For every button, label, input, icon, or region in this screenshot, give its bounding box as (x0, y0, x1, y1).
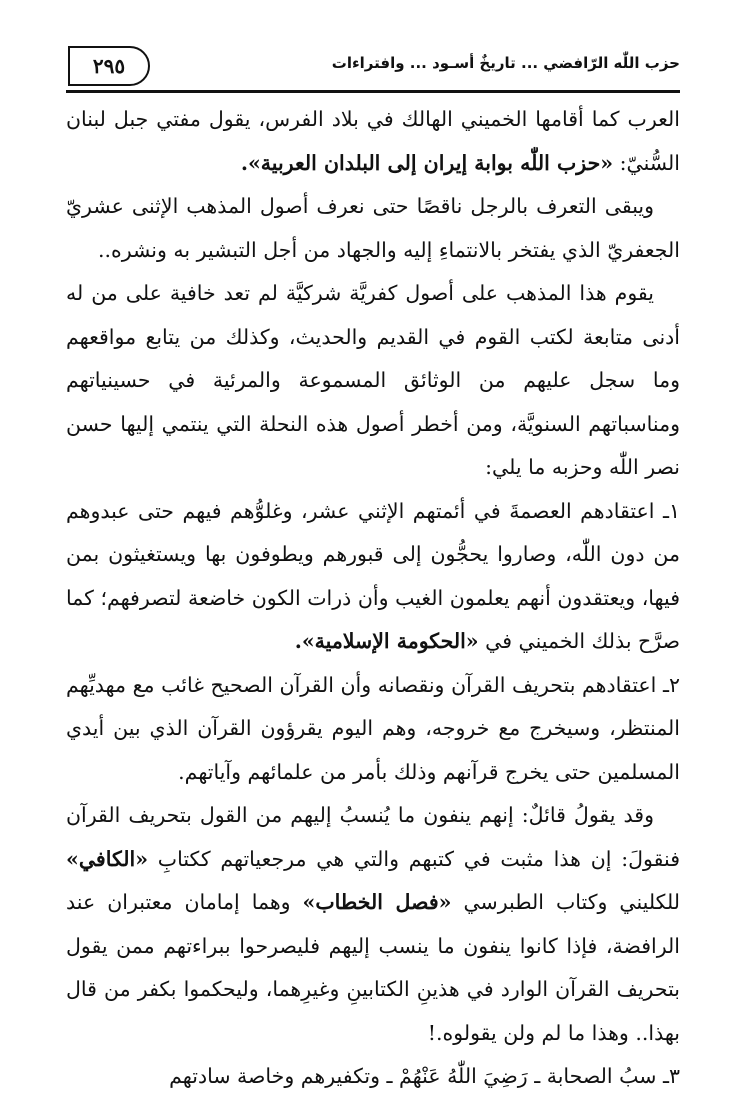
list-item-1-text: ١ـ اعتقادهم العصمةَ في أئمتهم الإثني عشر، وغلوُّهم فيهم حتى عبدوهم من دون اللّٰه، وصاروا يحجُّون إلى قبورهم ويطوفون بها ويستغيثون بمن فيها، ويعتقدون أنهم يعلمون الغيب وأن ذرات الكون خاضعة لتصرفهم؛ كما صرَّح بذلك الخميني في (66, 498, 680, 653)
page-number: ٢٩٥ (68, 46, 150, 86)
book-title-islamic-government: «الحكومة الإسلامية». (294, 629, 479, 653)
paragraph-1-text: العرب كما أقامها الخميني الهالك في بلاد الفرس، يقول مفتي جبل لبنان السُّنيّ: (66, 107, 680, 175)
objection-text-c: وهما إمامان معتبران عند الرافضة، فإذا كانوا ينفون ما ينسب إليهم فليصرحوا ببراءتهم ممن يقول بتحريف القرآن الوارد في هذينِ الكتابينِ وغيرِهما، وليحكموا بكفر من قال بهذا.. وهذا ما لم ولن يقولوه.! (66, 890, 680, 1045)
paragraph-3: يقوم هذا المذهب على أصول كفريَّة شركيَّة لم تعد خافية على من له أدنى متابعة لكتب القوم في القديم والحديث، وكذلك من يتابع مواقعهم وما سجل عليهم من الوثائق المسموعة والمرئية في حسينياتهم ومناسباتهم السنويَّة، ومن أخطر أصول هذه النحلة التي ينتمي إليها حسن نصر اللّٰه وحزبه ما يلي: (66, 281, 680, 479)
quote-hezbollah-gateway: «حزب اللّٰه بوابة إيران إلى البلدان العربية». (240, 150, 614, 175)
list-item-2: ٢ـ اعتقادهم بتحريف القرآن ونقصانه وأن القرآن الصحيح غائب مع مهديِّهم المنتظر، وسيخرج مع خروجه، وهم اليوم يقرؤون القرآن الذي بين أيدي المسلمين حتى يخرج قرآنهم وذلك بأمر من علمائهم وآياتهم. (66, 672, 680, 784)
book-title-fasl-al-khitab: «فصل الخطاب» (302, 890, 452, 914)
running-title: حزب اللّٰه الرّافضي ... تاريخٌ أسـود ... وافتراءات (331, 54, 680, 72)
paragraph-2: ويبقى التعرف بالرجل ناقصًا حتى نعرف أصول المذهب الإثنى عشريّ الجعفريّ الذي يفتخر بالانتماءِ إليه والجهاد من أجل التبشير به ونشره.. (66, 194, 680, 262)
page-header (66, 38, 680, 93)
paragraph-1 (66, 98, 680, 185)
objection-text-b: للكليني وكتاب الطبرسي (451, 890, 680, 914)
book-title-al-kafi: «الكافي» (66, 846, 149, 871)
list-item-3: ٣ـ سبُ الصحابة ـ رَضِيَ اللّٰهُ عَنْهُمْ ـ وتكفيرهم وخاصة سادتهم (169, 1064, 680, 1088)
paragraph-objection (66, 794, 680, 1055)
list-item-1 (66, 490, 680, 664)
body-text (66, 98, 680, 1099)
objection-text-a: وقد يقولُ قائلٌ: إنهم ينفون ما يُنسبُ إليهم من القول بتحريف القرآن فنقولَ: إن هذا مثبت في كتبهم والتي هي مرجعياتهم ككتابِ (66, 803, 680, 871)
